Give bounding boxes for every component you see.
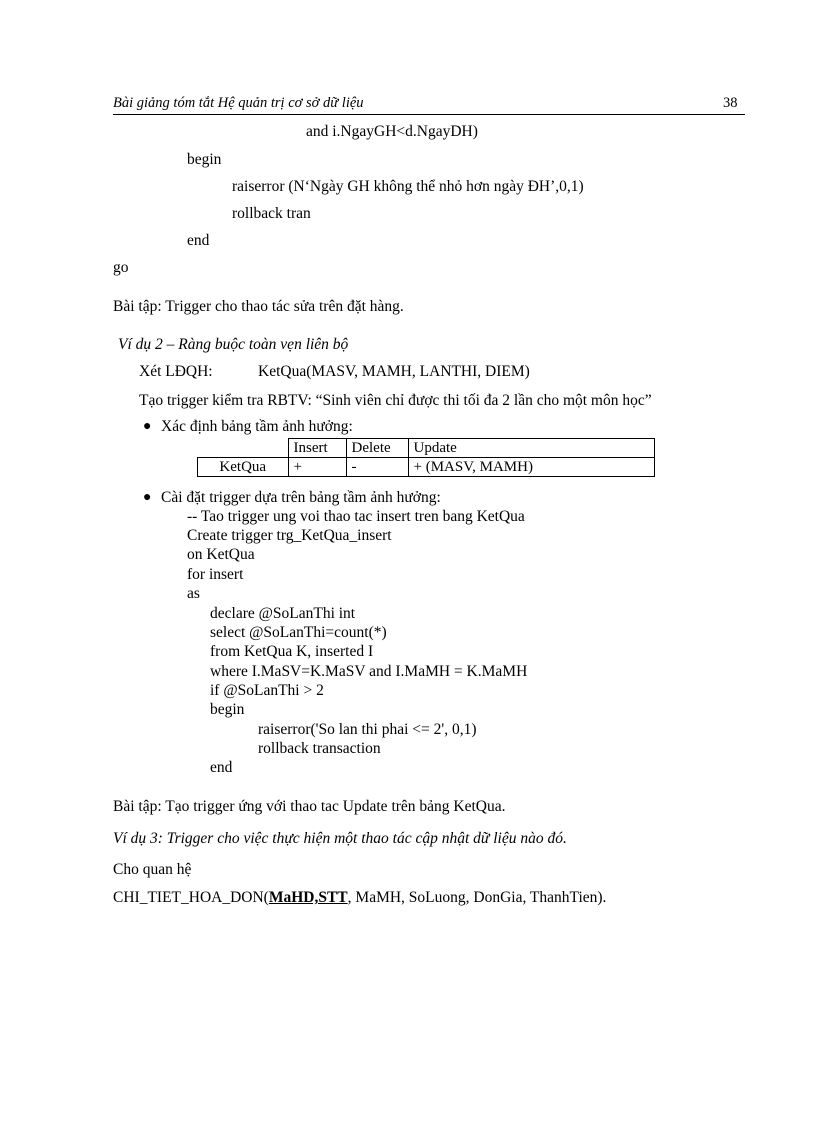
code-line: begin xyxy=(187,151,222,168)
bullet-text: Xác định bảng tầm ảnh hưởng: xyxy=(161,418,353,435)
code-line: for insert xyxy=(187,566,244,583)
code-line: begin xyxy=(210,701,245,718)
table-cell: - xyxy=(346,458,408,477)
example-heading: Ví dụ 3: Trigger cho việc thực hiện một thao tác cập nhật dữ liệu nào đó. xyxy=(113,830,567,847)
relation-name: CHI_TIET_HOA_DON( xyxy=(113,889,269,906)
table-header-cell xyxy=(198,439,289,458)
table-header-row xyxy=(198,439,655,458)
table-cell: KetQua xyxy=(198,458,289,477)
relation-intro: Cho quan hệ xyxy=(113,861,192,878)
code-line: where I.MaSV=K.MaSV and I.MaMH = K.MaMH xyxy=(210,663,528,680)
affect-table xyxy=(197,438,655,477)
consider-label: Xét LĐQH: xyxy=(139,363,213,380)
exercise-text: Bài tập: Trigger cho thao tác sửa trên đặt hàng. xyxy=(113,298,404,315)
code-line: and i.NgayGH<d.NgayDH) xyxy=(306,123,478,140)
code-line: Create trigger trg_KetQua_insert xyxy=(187,527,392,544)
relation-primary-key: MaHD,STT xyxy=(268,889,348,906)
code-line: declare @SoLanThi int xyxy=(210,605,356,622)
code-line: raiserror('So lan thi phai <= 2', 0,1) xyxy=(258,721,477,738)
bullet-icon: ● xyxy=(143,490,152,505)
table-header-cell: Update xyxy=(408,439,654,458)
code-line: rollback tran xyxy=(232,205,311,222)
page-number: 38 xyxy=(723,95,738,111)
create-trigger-text: Tạo trigger kiểm tra RBTV: “Sinh viên chỉ được thi tối đa 2 lần cho một môn học” xyxy=(139,392,652,409)
running-header-title: Bài giảng tóm tắt Hệ quản trị cơ sở dữ liệu xyxy=(113,95,364,111)
table-cell: + xyxy=(288,458,346,477)
relation-schema xyxy=(113,889,606,907)
code-line: -- Tao trigger ung voi thao tac insert tren bang KetQua xyxy=(187,508,525,525)
code-line: on KetQua xyxy=(187,546,255,563)
code-line: end xyxy=(187,232,210,249)
code-line: from KetQua K, inserted I xyxy=(210,643,374,660)
code-line: rollback transaction xyxy=(258,740,381,757)
example-heading: Ví dụ 2 – Ràng buộc toàn vẹn liên bộ xyxy=(118,336,349,353)
relation-attributes: , MaMH, SoLuong, DonGia, ThanhTien). xyxy=(347,889,607,906)
header-rule xyxy=(113,114,745,115)
table-header-cell: Insert xyxy=(288,439,346,458)
code-line: select @SoLanThi=count(*) xyxy=(210,624,387,641)
code-line: go xyxy=(113,259,129,276)
bullet-icon: ● xyxy=(143,419,152,434)
code-line: if @SoLanThi > 2 xyxy=(210,682,324,699)
consider-value: KetQua(MASV, MAMH, LANTHI, DIEM) xyxy=(258,363,530,380)
table-row xyxy=(198,458,655,477)
table-cell: + (MASV, MAMH) xyxy=(408,458,654,477)
code-line: end xyxy=(210,759,233,776)
table-header-cell: Delete xyxy=(346,439,408,458)
exercise-text: Bài tập: Tạo trigger ứng với thao tac Update trên bảng KetQua. xyxy=(113,798,506,815)
bullet-text: Cài đặt trigger dựa trên bảng tầm ảnh hưởng: xyxy=(161,489,441,506)
code-line: raiserror (N‘Ngày GH không thể nhỏ hơn ngày ĐH’,0,1) xyxy=(232,178,584,195)
code-line: as xyxy=(187,585,200,602)
